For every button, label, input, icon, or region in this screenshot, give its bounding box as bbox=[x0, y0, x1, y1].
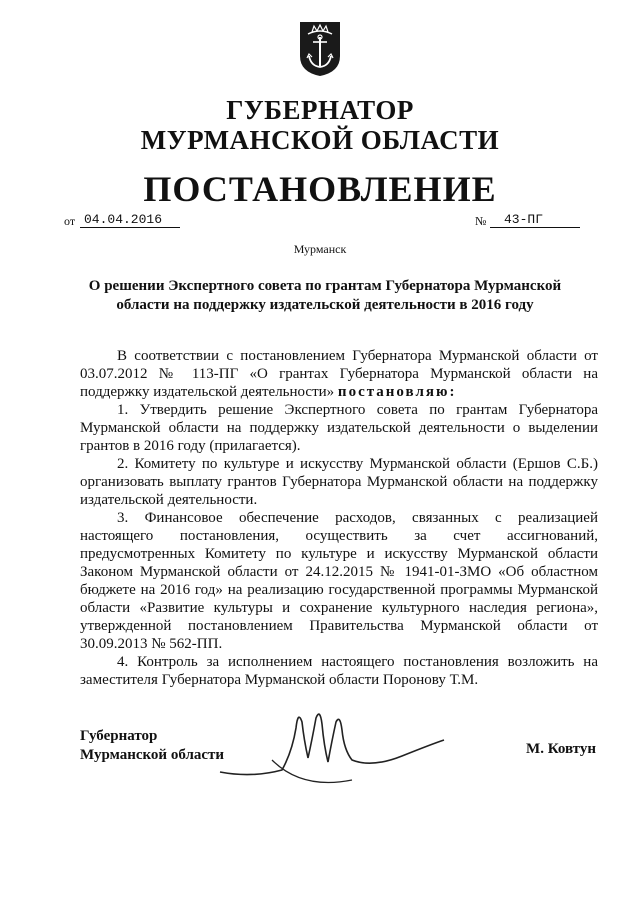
signatory-title-line2: Мурманской области bbox=[80, 747, 225, 763]
decree-word: постановляю: bbox=[337, 384, 457, 400]
signatory-title bbox=[80, 727, 224, 765]
signatory-name: М. Ковтун bbox=[526, 741, 596, 757]
intro-text: В соответствии с постановлением Губернатора Мурманской области от 03.07.2012 № 113-ПГ «О грантах Губернатора Мурманской области на поддержку издательской деятельности» bbox=[80, 348, 598, 400]
number-prefix: № bbox=[475, 214, 487, 228]
item-3: 3. Финансовое обеспечение расходов, связанных с реализацией настоящего постановления, осуществить за счет ассигнований, предусмотренных Комитету по культуре и искусству Мурманской области Законом Мурманской области от 24.12.2015 № 1941-01-ЗМО «Об областном бюджете на 2016 год» на реализацию государственной программы Мурманской области «Развитие культуры и сохранение культурного наследия региона», утвержденной постановлением Правительства Мурманской области от 30.09.2013 № 562-ПП. bbox=[80, 510, 598, 652]
issuer-title-line1: ГУБЕРНАТОР bbox=[226, 95, 414, 125]
date-prefix: от bbox=[64, 214, 76, 228]
document-number: 43-ПГ bbox=[490, 212, 580, 228]
issuer-title-line2: МУРМАНСКОЙ ОБЛАСТИ bbox=[140, 125, 500, 155]
document-subject: О решении Экспертного совета по грантам Губернатора Мурманской области на поддержку издательской деятельности в 2016 году bbox=[88, 278, 562, 313]
document-type-title: ПОСТАНОВЛЕНИЕ bbox=[143, 169, 497, 209]
coat-of-arms-icon bbox=[298, 20, 342, 78]
handwritten-signature bbox=[212, 700, 452, 800]
city-label: Мурманск bbox=[293, 242, 347, 256]
item-1: 1. Утвердить решение Экспертного совета по грантам Губернатора Мурманской области на поддержку издательской деятельности о выделении грантов в 2016 году (прилагается). bbox=[80, 402, 598, 454]
intro-paragraph bbox=[80, 347, 598, 401]
item-2: 2. Комитету по культуре и искусству Мурманской области (Ершов С.Б.) организовать выплату грантов Губернатора Мурманской области на поддержку издательской деятельности. bbox=[80, 456, 598, 508]
signatory-title-line1: Губернатор bbox=[80, 728, 158, 744]
item-4: 4. Контроль за исполнением настоящего постановления возложить на заместителя Губернатора Мурманской области Поронову Т.М. bbox=[80, 654, 598, 688]
document-body bbox=[80, 347, 598, 689]
document-date: 04.04.2016 bbox=[80, 212, 180, 228]
